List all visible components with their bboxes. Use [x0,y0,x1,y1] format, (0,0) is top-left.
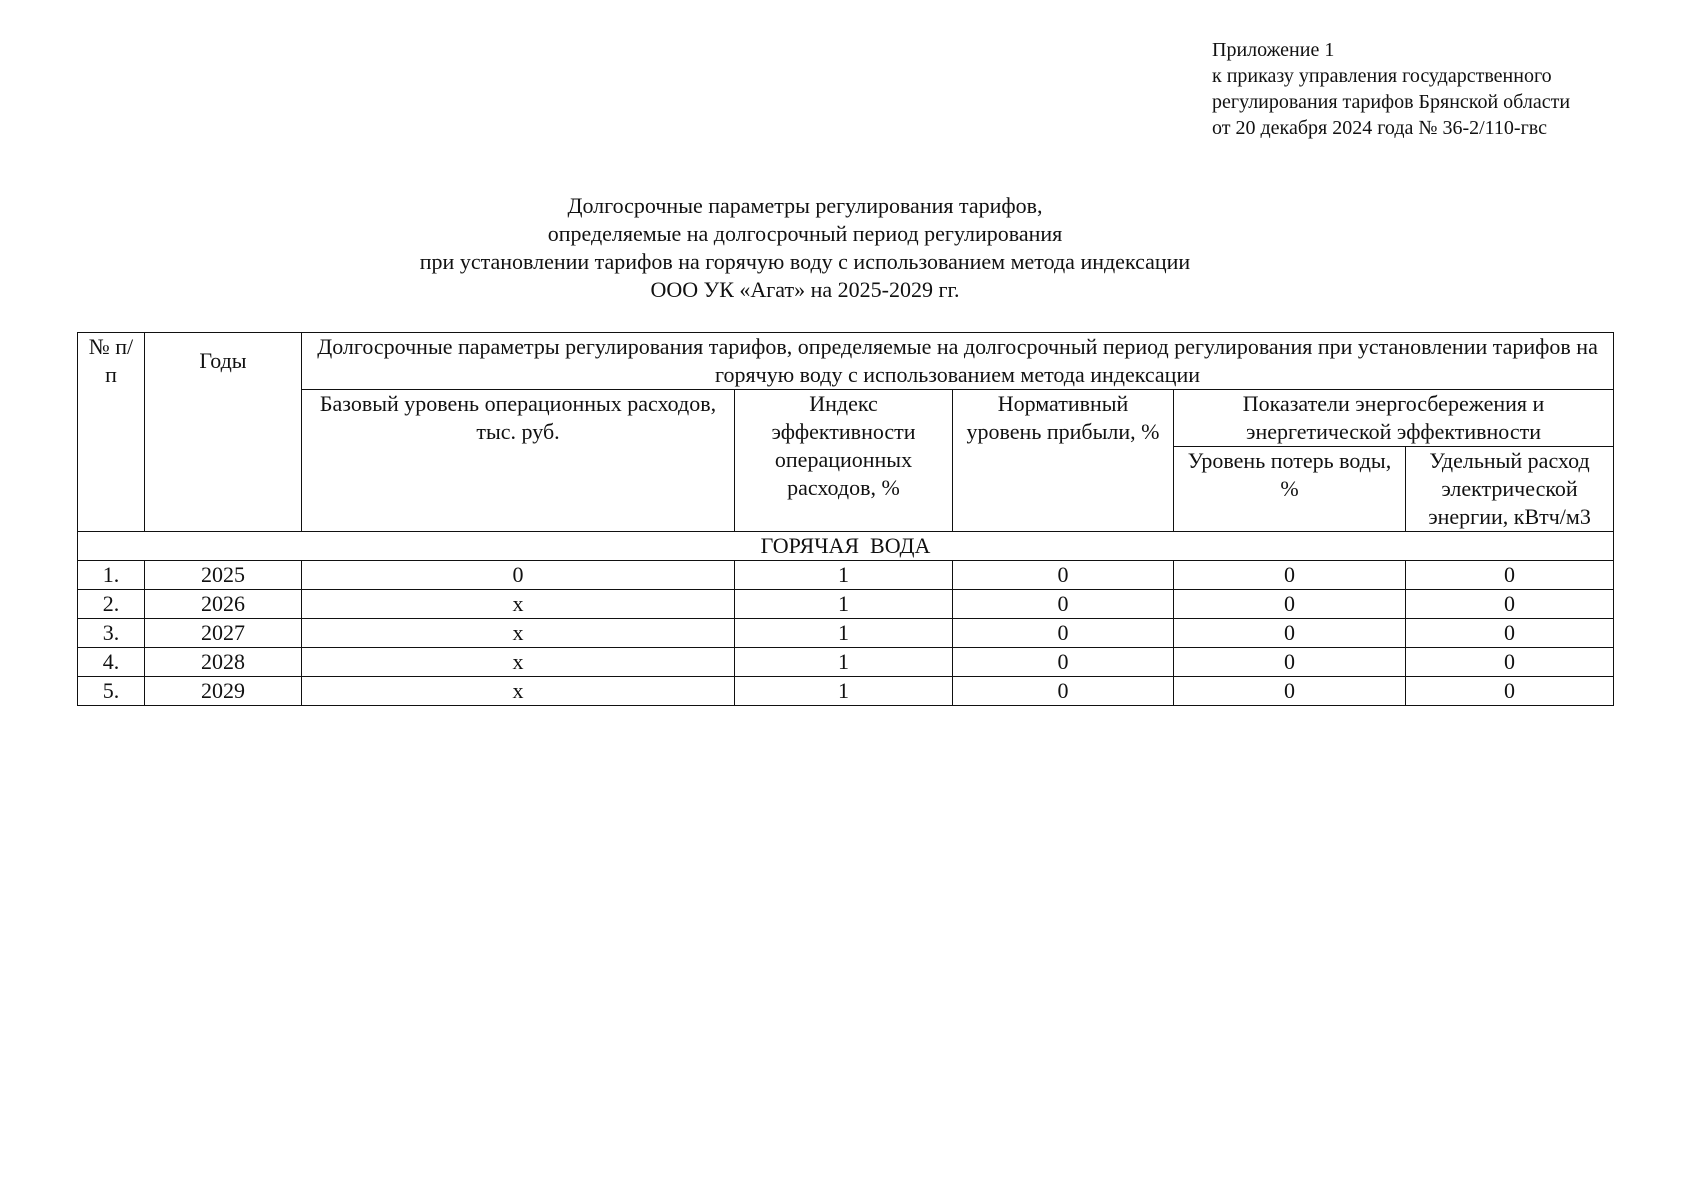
cell-profit: 0 [953,561,1174,590]
appendix-line: регулирования тарифов Брянской области [1212,91,1571,113]
header-index [735,390,953,532]
cell-num: 2. [78,590,145,619]
appendix-block [1212,37,1570,141]
section-label: ГОРЯЧАЯ ВОДА [78,532,1614,561]
cell-year: 2026 [145,590,302,619]
cell-index: 1 [735,590,953,619]
header-energy-label: Показатели энергосбережения и энергетической эффективности [1242,391,1545,444]
header-profit-label: Нормативный уровень прибыли, % [966,391,1160,444]
header-losses [1174,447,1406,532]
table-row [78,561,1614,590]
header-profit [953,390,1174,532]
document-title [80,192,1530,304]
cell-num: 1. [78,561,145,590]
header-years-label: Годы [199,348,247,373]
cell-electric: 0 [1406,561,1614,590]
cell-electric: 0 [1406,677,1614,706]
header-row-2 [78,390,1614,447]
cell-electric: 0 [1406,590,1614,619]
cell-base: 0 [302,561,735,590]
cell-profit: 0 [953,590,1174,619]
header-row-1 [78,333,1614,390]
table-row [78,648,1614,677]
cell-base: х [302,590,735,619]
header-losses-label: Уровень потерь воды, % [1187,448,1392,501]
header-index-label: Индекс эффективности операционных расходов, % [771,391,916,500]
cell-profit: 0 [953,648,1174,677]
cell-num: 4. [78,648,145,677]
appendix-line: Приложение 1 [1212,39,1335,61]
cell-year: 2028 [145,648,302,677]
table-row [78,590,1614,619]
title-line: при установлении тарифов на горячую воду с использованием метода индексации [419,249,1191,274]
table-row [78,677,1614,706]
header-base-label: Базовый уровень операционных расходов, тыс. руб. [319,391,717,444]
cell-index: 1 [735,561,953,590]
cell-num: 3. [78,619,145,648]
cell-profit: 0 [953,619,1174,648]
parameters-table [77,332,1614,706]
cell-base: х [302,677,735,706]
title-line: определяемые на долгосрочный период регулирования [547,221,1063,246]
cell-index: 1 [735,677,953,706]
cell-base: х [302,619,735,648]
title-line: Долгосрочные параметры регулирования тарифов, [567,193,1043,218]
title-line: ООО УК «Агат» на 2025-2029 гг. [650,277,960,302]
section-row [78,532,1614,561]
cell-electric: 0 [1406,619,1614,648]
header-group [302,333,1614,390]
cell-year: 2029 [145,677,302,706]
cell-losses: 0 [1174,590,1406,619]
cell-index: 1 [735,648,953,677]
header-energy [1174,390,1614,447]
appendix-line: от 20 декабря 2024 года № 36-2/110-гвс [1212,117,1547,139]
header-num [78,333,145,532]
cell-losses: 0 [1174,677,1406,706]
cell-year: 2027 [145,619,302,648]
appendix-line: к приказу управления государственного [1212,65,1552,87]
cell-index: 1 [735,619,953,648]
cell-base: х [302,648,735,677]
header-electric-label: Удельный расход электрической энергии, кВтч/м3 [1428,448,1591,529]
cell-num: 5. [78,677,145,706]
cell-losses: 0 [1174,619,1406,648]
header-num-label: № п/п [88,334,134,387]
header-years [145,333,302,532]
cell-losses: 0 [1174,648,1406,677]
header-electric [1406,447,1614,532]
table-row [78,619,1614,648]
header-base [302,390,735,532]
cell-electric: 0 [1406,648,1614,677]
cell-year: 2025 [145,561,302,590]
cell-losses: 0 [1174,561,1406,590]
header-group-label: Долгосрочные параметры регулирования тарифов, определяемые на долгосрочный период регулирования при установлении тарифов на горячую воду с использованием метода индексации [317,334,1598,387]
cell-profit: 0 [953,677,1174,706]
